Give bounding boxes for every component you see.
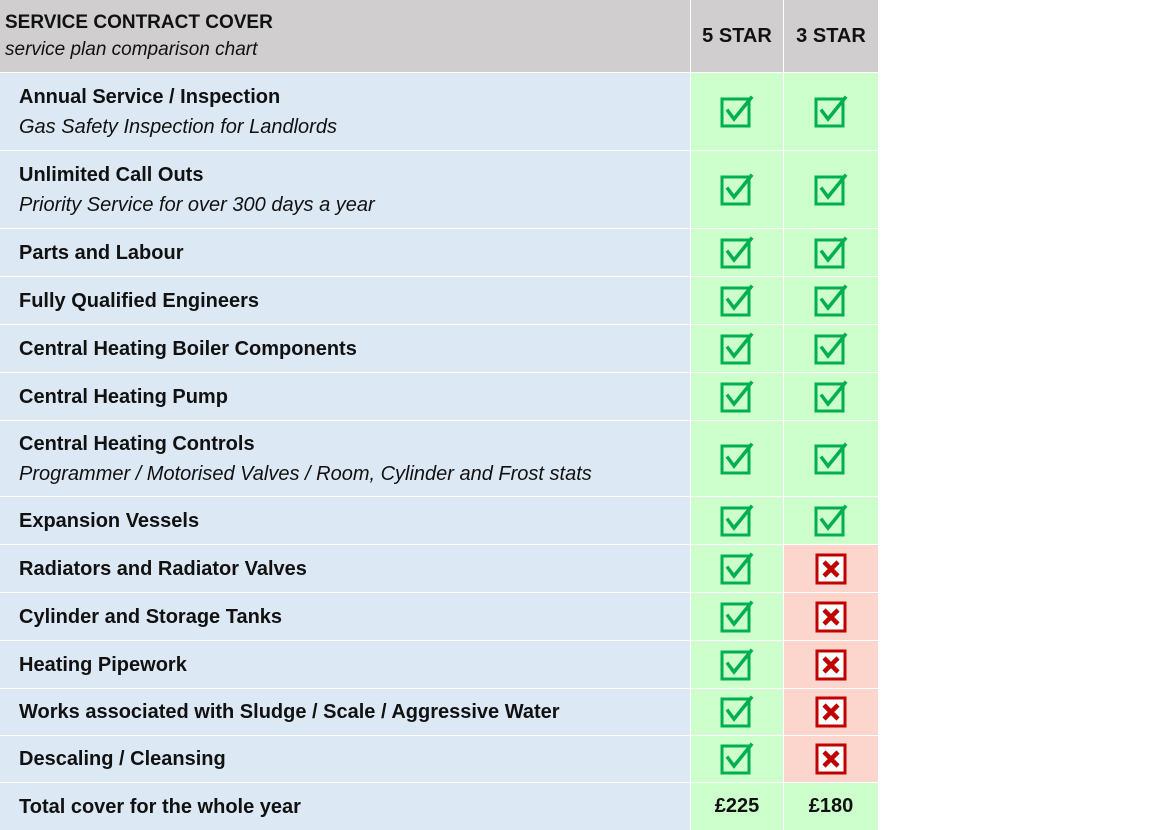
checkbox-cross-icon (814, 695, 848, 729)
checkbox-cross-icon (814, 648, 848, 682)
plan-5-star-cell (691, 373, 784, 420)
checkbox-check-icon (814, 504, 848, 538)
feature-cell (0, 736, 691, 782)
feature-cell (0, 641, 691, 688)
table-header-row (0, 0, 878, 73)
plan-5-star-cell (691, 277, 784, 324)
table-row (0, 277, 878, 325)
checkbox-check-icon (720, 284, 754, 318)
plan-3-star-cell (784, 593, 878, 640)
feature-rows (0, 73, 878, 783)
total-price-5-star-cell (691, 783, 784, 830)
plan-5-star-cell (691, 325, 784, 372)
table-row (0, 545, 878, 593)
plan-3-star-cell (784, 277, 878, 324)
table-row (0, 373, 878, 421)
feature-cell (0, 277, 691, 324)
plan-header-3-star (784, 0, 878, 72)
checkbox-check-icon (814, 442, 848, 476)
total-label: Total cover for the whole year (19, 795, 301, 818)
feature-title: Annual Service / Inspection (19, 85, 281, 108)
plan-header-5-star (691, 0, 784, 72)
plan-3-star-cell (784, 151, 878, 228)
feature-cell (0, 73, 691, 150)
checkbox-check-icon (814, 380, 848, 414)
checkbox-check-icon (720, 95, 754, 129)
checkbox-check-icon (814, 95, 848, 129)
feature-title: Radiators and Radiator Valves (19, 557, 307, 580)
checkbox-check-icon (720, 742, 754, 776)
table-row (0, 151, 878, 229)
plan-5-star-cell (691, 545, 784, 592)
plan-name: 5 STAR (702, 24, 772, 47)
plan-5-star-cell (691, 736, 784, 782)
table-row (0, 593, 878, 641)
feature-title: Cylinder and Storage Tanks (19, 605, 283, 628)
feature-title: Expansion Vessels (19, 509, 200, 532)
feature-title: Parts and Labour (19, 241, 184, 264)
checkbox-check-icon (720, 648, 754, 682)
total-price-3-star-cell (784, 783, 878, 830)
feature-subtitle: Programmer / Motorised Valves / Room, Cylinder and Frost stats (19, 462, 592, 485)
feature-title: Descaling / Cleansing (19, 748, 226, 770)
plan-5-star-cell (691, 421, 784, 496)
price-3-star: £180 (808, 795, 854, 817)
plan-3-star-cell (784, 689, 878, 735)
checkbox-check-icon (720, 695, 754, 729)
plan-name: 3 STAR (796, 24, 866, 47)
checkbox-check-icon (720, 173, 754, 207)
plan-3-star-cell (784, 736, 878, 782)
feature-cell (0, 325, 691, 372)
plan-3-star-cell (784, 421, 878, 496)
feature-subtitle: Priority Service for over 300 days a year (19, 193, 375, 216)
plan-3-star-cell (784, 373, 878, 420)
price-5-star: £225 (714, 795, 760, 817)
plan-5-star-cell (691, 689, 784, 735)
checkbox-check-icon (720, 236, 754, 270)
checkbox-check-icon (814, 173, 848, 207)
plan-5-star-cell (691, 73, 784, 150)
plan-3-star-cell (784, 497, 878, 544)
feature-title: Central Heating Controls (19, 432, 255, 455)
checkbox-check-icon (814, 236, 848, 270)
table-row (0, 689, 878, 736)
table-row (0, 497, 878, 545)
feature-cell (0, 689, 691, 735)
table-row (0, 421, 878, 497)
total-label-cell (0, 783, 691, 830)
checkbox-check-icon (720, 504, 754, 538)
feature-cell (0, 497, 691, 544)
plan-3-star-cell (784, 229, 878, 276)
checkbox-check-icon (720, 552, 754, 586)
feature-title: Central Heating Pump (19, 385, 228, 408)
plan-5-star-cell (691, 641, 784, 688)
table-title: SERVICE CONTRACT COVER (5, 11, 273, 33)
plan-5-star-cell (691, 593, 784, 640)
feature-title: Unlimited Call Outs (19, 163, 204, 186)
feature-cell (0, 373, 691, 420)
plan-5-star-cell (691, 229, 784, 276)
feature-cell (0, 593, 691, 640)
plan-3-star-cell (784, 325, 878, 372)
feature-cell (0, 229, 691, 276)
feature-cell (0, 151, 691, 228)
checkbox-cross-icon (814, 600, 848, 634)
total-row (0, 783, 878, 830)
header-title-cell (0, 0, 691, 72)
table-row (0, 325, 878, 373)
table-row (0, 736, 878, 783)
checkbox-check-icon (720, 380, 754, 414)
feature-title: Works associated with Sludge / Scale / Aggressive Water (19, 701, 560, 723)
plan-5-star-cell (691, 151, 784, 228)
checkbox-cross-icon (814, 552, 848, 586)
table-row (0, 73, 878, 151)
checkbox-check-icon (720, 600, 754, 634)
table-row (0, 229, 878, 277)
checkbox-check-icon (814, 332, 848, 366)
feature-title: Heating Pipework (19, 653, 187, 676)
feature-cell (0, 421, 691, 496)
checkbox-check-icon (720, 442, 754, 476)
checkbox-cross-icon (814, 742, 848, 776)
table-row (0, 641, 878, 689)
checkbox-check-icon (814, 284, 848, 318)
feature-title: Fully Qualified Engineers (19, 289, 260, 312)
plan-3-star-cell (784, 73, 878, 150)
feature-subtitle: Gas Safety Inspection for Landlords (19, 115, 337, 138)
plan-3-star-cell (784, 545, 878, 592)
feature-cell (0, 545, 691, 592)
plan-3-star-cell (784, 641, 878, 688)
checkbox-check-icon (720, 332, 754, 366)
table-subtitle: service plan comparison chart (5, 38, 258, 60)
plan-5-star-cell (691, 497, 784, 544)
feature-title: Central Heating Boiler Components (19, 337, 357, 360)
